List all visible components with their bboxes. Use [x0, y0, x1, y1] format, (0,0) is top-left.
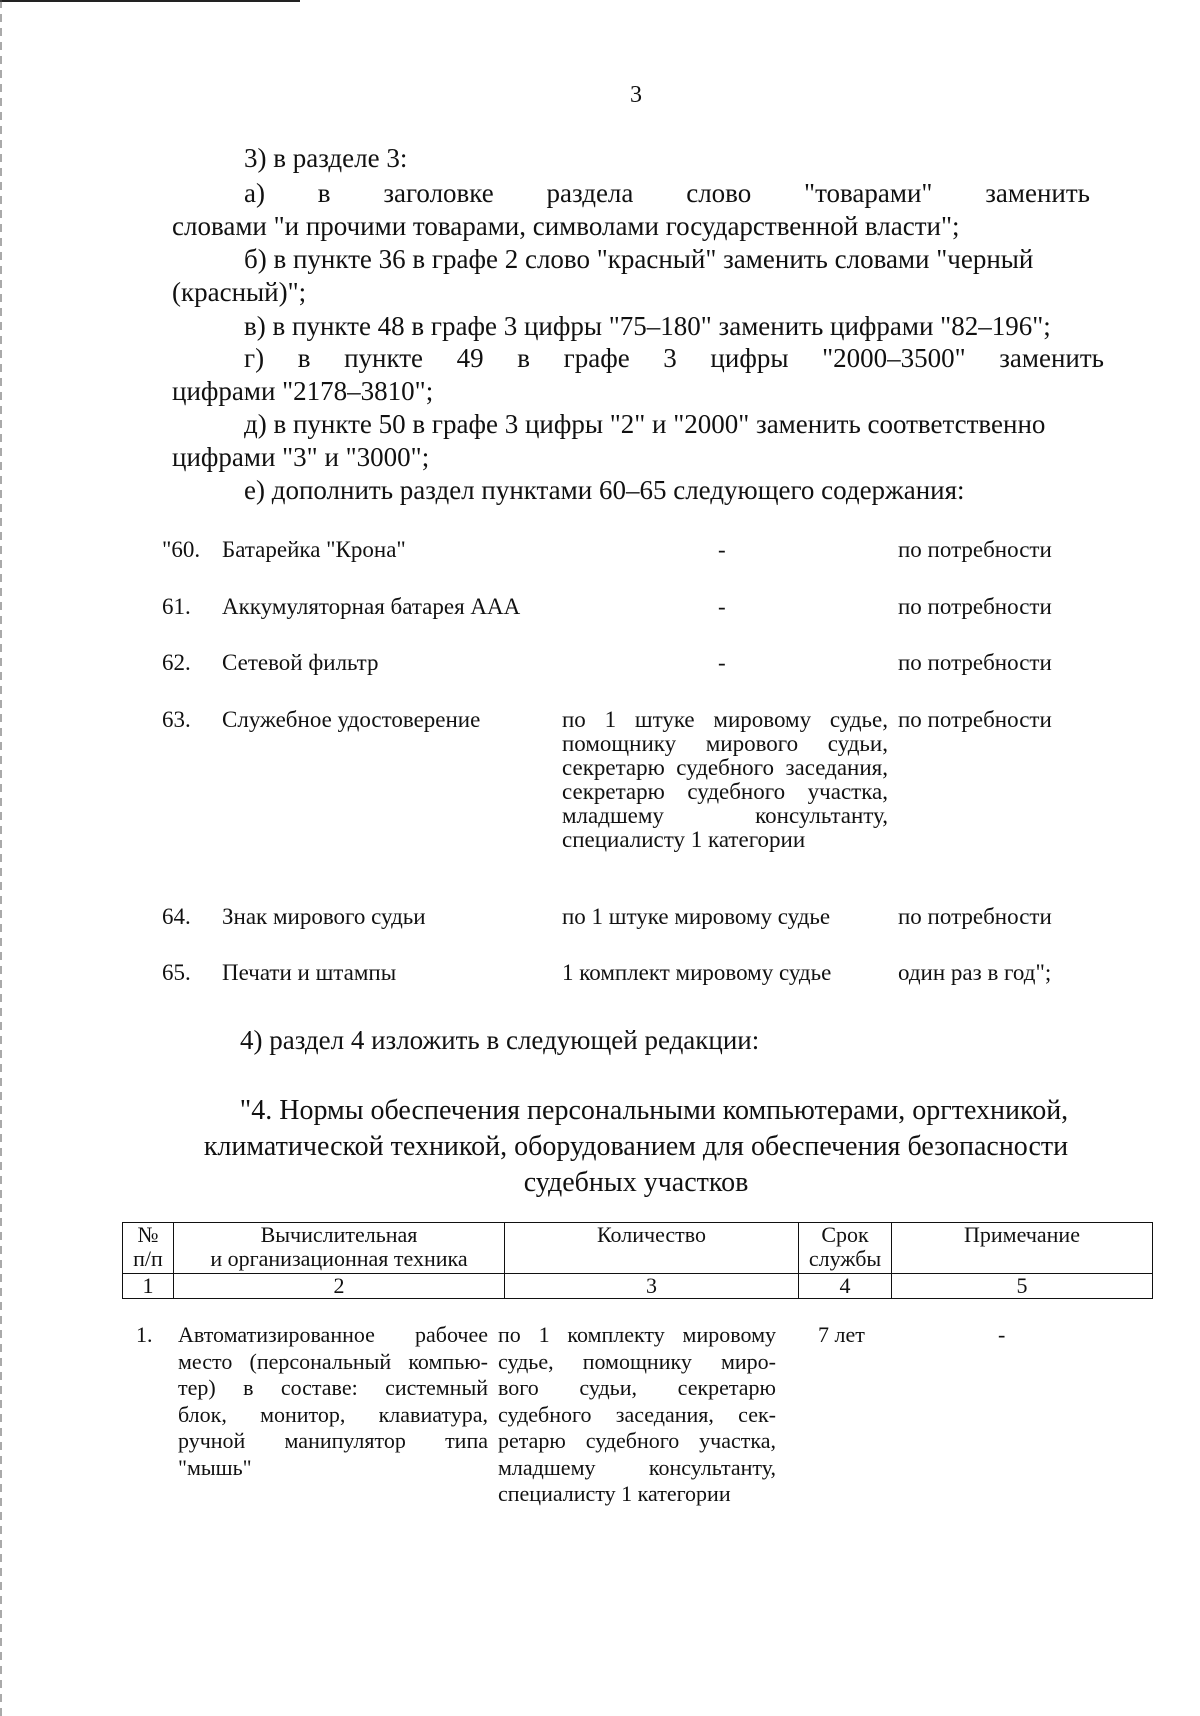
item-name: Батарейка "Крона" — [222, 537, 406, 562]
item-period: по потребности — [898, 650, 1052, 675]
row-quantity-line: судебного заседания, сек- — [498, 1401, 776, 1427]
item-number: 62. — [162, 650, 191, 675]
row-equipment-line: место (персональный компью- — [178, 1348, 488, 1374]
row-note: - — [998, 1322, 1006, 1347]
header-number-line-2: п/п — [133, 1246, 163, 1271]
index-cell: 4 — [799, 1274, 892, 1299]
intro-line-6: в) в пункте 48 в графе 3 цифры "75–180" заменить цифрами "82–196"; — [244, 311, 1051, 341]
item-quantity: - — [718, 594, 726, 619]
intro-line-10: цифрами "3" и "3000"; — [172, 442, 430, 472]
item-quantity-line: по 1 штуке мировому судье, — [562, 707, 888, 732]
header-quantity: Количество — [505, 1223, 799, 1274]
section4-heading-line-3: судебных участков — [523, 1167, 749, 1198]
index-cell: 1 — [123, 1274, 174, 1299]
item-name: Знак мирового судьи — [222, 904, 426, 929]
section4-heading-line-2: климатической техникой, оборудованием для обеспечения безопасности — [203, 1131, 1069, 1162]
header-equipment-line-2: и организационная техника — [210, 1246, 468, 1271]
item-period: по потребности — [898, 904, 1052, 929]
item-number: "60. — [162, 537, 201, 562]
header-term-line-1: Срок — [821, 1222, 869, 1247]
row-equipment-line: "мышь" — [178, 1454, 252, 1480]
row-term: 7 лет — [818, 1322, 865, 1347]
header-term-line-2: службы — [808, 1246, 882, 1271]
row-quantity-line: специалисту 1 категории — [498, 1481, 731, 1506]
page-number: 3 — [630, 82, 642, 108]
item-name: Служебное удостоверение — [222, 707, 481, 732]
item-quantity — [562, 708, 888, 852]
item-period: по потребности — [898, 594, 1052, 619]
header-note: Примечание — [892, 1223, 1153, 1274]
item-period: по потребности — [898, 537, 1052, 562]
intro-line-3: словами "и прочими товарами, символами государственной власти"; — [172, 211, 960, 241]
intro-line-5: (красный)"; — [172, 277, 307, 307]
row-quantity-line: судье, помощнику миро- — [498, 1348, 776, 1374]
item-number: 61. — [162, 594, 191, 619]
row-number: 1. — [136, 1322, 153, 1347]
scan-edge-top — [0, 0, 300, 2]
item-name: Сетевой фильтр — [222, 650, 379, 675]
scan-edge-left — [0, 0, 2, 1716]
header-equipment — [174, 1223, 505, 1274]
item-quantity: - — [718, 650, 726, 675]
item-quantity-line: помощнику мирового судьи, — [562, 731, 888, 756]
item-number: 65. — [162, 960, 191, 985]
norms-table — [122, 1222, 1153, 1299]
item-quantity-line: младшему консультанту, — [562, 803, 888, 828]
row-equipment-line: ручной манипулятор типа — [178, 1428, 488, 1453]
intro-line-7: г) в пункте 49 в графе 3 цифры "2000–3500" заменить — [244, 343, 1104, 373]
intro-line-2: а) в заголовке раздела слово "товарами" заменить — [244, 178, 1090, 208]
item-name: Печати и штампы — [222, 960, 397, 985]
header-term — [799, 1223, 892, 1274]
header-number-line-1: № — [137, 1222, 159, 1247]
item-quantity-line: специалисту 1 категории — [562, 827, 806, 852]
header-equipment-line-1: Вычислительная — [260, 1222, 418, 1247]
row-quantity-line: вого судьи, секретарю — [498, 1375, 776, 1400]
intro-line-4: б) в пункте 36 в графе 2 слово "красный" заменить словами "черный — [244, 244, 1034, 274]
item-period: один раз в год"; — [898, 960, 1052, 985]
table-index-row — [123, 1274, 1153, 1299]
row-quantity-line: ретарю судебного участка, — [498, 1428, 776, 1453]
intro-line-8: цифрами "2178–3810"; — [172, 376, 434, 406]
item-name: Аккумуляторная батарея ААА — [222, 594, 521, 619]
item-period: по потребности — [898, 707, 1052, 732]
table-header-row — [123, 1223, 1153, 1274]
index-cell: 5 — [892, 1274, 1153, 1299]
index-cell: 2 — [174, 1274, 505, 1299]
row-quantity-line: младшему консультанту, — [498, 1454, 776, 1480]
item-number: 64. — [162, 904, 191, 929]
item-quantity: - — [718, 537, 726, 562]
intro-line-9: д) в пункте 50 в графе 3 цифры "2" и "2000" заменить соответственно — [244, 409, 1046, 439]
row-equipment-line: блок, монитор, клавиатура, — [178, 1401, 488, 1427]
row-equipment-line: тер) в составе: системный — [178, 1375, 488, 1400]
row-quantity — [498, 1322, 776, 1508]
row-equipment — [178, 1322, 488, 1481]
item-quantity-line: секретарю судебного заседания, — [562, 755, 888, 780]
item-quantity: по 1 штуке мировому судье — [562, 904, 831, 929]
item-quantity: 1 комплект мировому судье — [562, 960, 832, 985]
section4-heading-line-1: "4. Нормы обеспечения персональными компьютерами, оргтехникой, — [239, 1095, 1069, 1126]
intro-line-1: 3) в разделе 3: — [244, 143, 408, 173]
header-number — [123, 1223, 174, 1274]
item-number: 63. — [162, 707, 191, 732]
intro-line-11: е) дополнить раздел пунктами 60–65 следующего содержания: — [244, 475, 965, 505]
item-quantity-line: секретарю судебного участка, — [562, 779, 888, 804]
row-equipment-line: Автоматизированное рабочее — [178, 1322, 488, 1347]
index-cell: 3 — [505, 1274, 799, 1299]
row-quantity-line: по 1 комплекту мировому — [498, 1322, 776, 1347]
section4-intro: 4) раздел 4 изложить в следующей редакции: — [240, 1025, 760, 1055]
